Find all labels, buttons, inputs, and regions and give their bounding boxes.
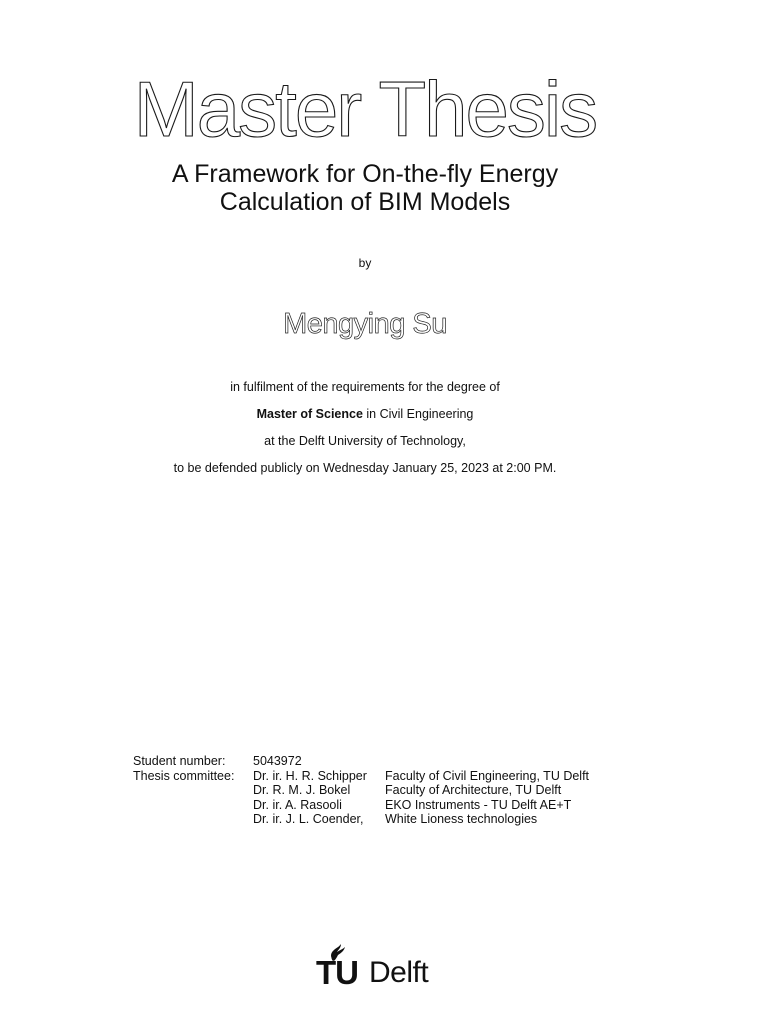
author-name: Mengying Su [283,308,447,340]
degree-line-2 [0,407,730,421]
committee-row [133,812,589,827]
student-number-label: Student number: [133,754,226,768]
committee-member-affiliation: EKO Instruments - TU Delft AE+T [385,797,572,812]
subtitle-line-2: Calculation of BIM Models [219,188,511,216]
committee-member-affiliation: Faculty of Civil Engineering, TU Delft [385,768,590,783]
committee-member-name: Dr. R. M. J. Bokel [253,783,351,798]
committee-member-name: Dr. ir. J. L. Coender, [253,812,364,827]
student-number-row [133,754,589,769]
degree-field: in Civil Engineering [362,407,474,421]
degree-line-1: in fulfilment of the requirements for the degree of [230,380,500,394]
committee-member-name: Dr. ir. H. R. Schipper [253,768,367,783]
logo-tu-text: TU [316,954,358,991]
thesis-subtitle [0,160,730,216]
committee-row [133,783,589,798]
thesis-title: Master Thesis [133,65,597,153]
committee-member-affiliation: White Lioness technologies [385,812,538,827]
degree-name: Master of Science [256,407,363,421]
committee-row [133,798,589,813]
committee-label: Thesis committee: [133,768,235,783]
committee-member-name: Dr. ir. A. Rasooli [253,797,342,812]
student-number-value: 5043972 [253,754,302,768]
thesis-info-block [133,754,589,827]
degree-line-3: at the Delft University of Technology, [264,434,466,448]
committee-row [133,769,589,784]
committee-member-affiliation: Faculty of Architecture, TU Delft [385,783,562,798]
by-label: by [358,256,372,270]
defense-date-line: to be defended publicly on Wednesday January 25, 2023 at 2:00 PM. [173,461,557,475]
subtitle-line-1: A Framework for On-the-fly Energy [171,160,559,188]
logo-delft-text: Delft [369,956,429,989]
tu-delft-logo [316,942,456,992]
